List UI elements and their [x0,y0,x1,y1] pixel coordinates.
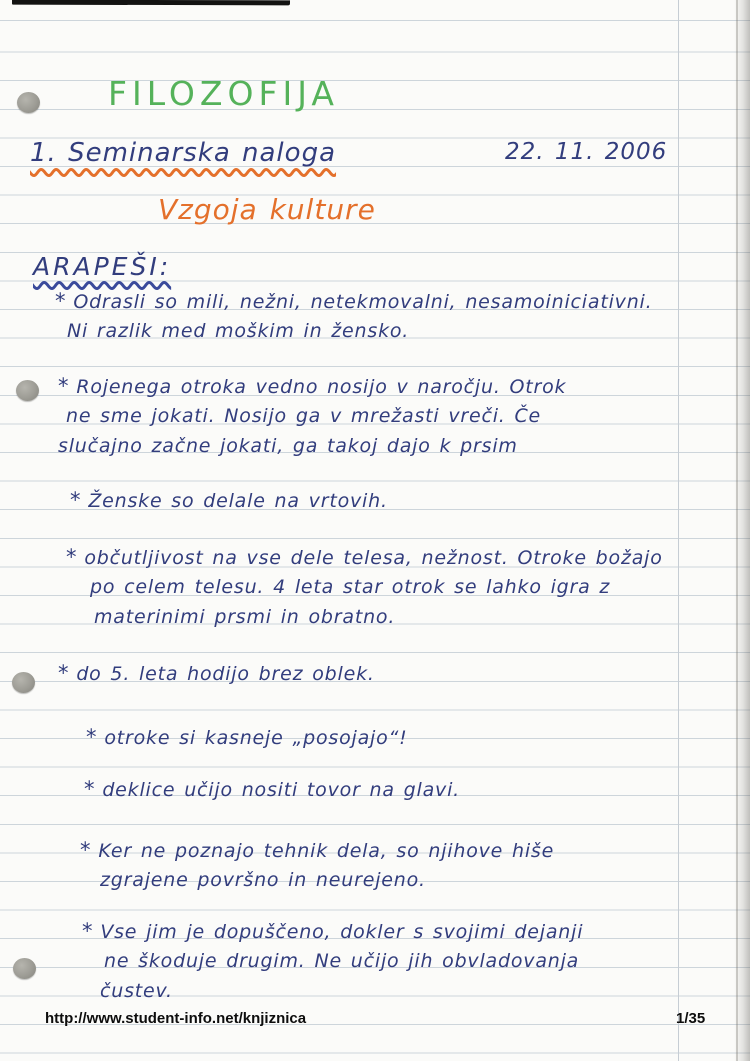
note-line: Ni razlik med moškim in žensko. [67,320,410,342]
note-line: Vse jim je dopuščeno, dokler s svojimi dejanji [100,921,584,943]
note-line: ne sme jokati. Nosijo ga v mrežasti vreči. Če [66,405,542,427]
note-line: Ker ne poznajo tehnik dela, so njihove hiše [98,840,555,862]
bullet-asterisk: * [80,838,92,862]
note-line: otroke si kasneje „posojajo“! [104,727,408,749]
bullet-asterisk: * [55,289,67,313]
hole-punch [16,380,39,401]
note-line: čustev. [100,980,173,1002]
note-line: po celem telesu. 4 leta star otrok se lahko igra z [90,576,611,598]
bullet-asterisk: * [58,374,70,398]
note-bullet [66,542,663,632]
scan-artifact-bar [12,0,290,5]
note-line: deklice učijo nositi tovor na glavi. [102,779,460,801]
assignment-title: 1. Seminarska naloga [30,138,337,168]
bullet-asterisk: * [58,661,70,685]
note-line: Odrasli so mili, nežni, netekmovalni, nesamoiniciativni. [73,291,653,313]
note-line: zgrajene površno in neurejeno. [100,869,426,891]
note-line: ne škoduje drugim. Ne učijo jih obvladovanja [104,950,580,972]
bullet-asterisk: * [82,919,94,943]
bullet-asterisk: * [84,777,96,801]
note-line: materinimi prsmi in obratno. [94,606,396,628]
hole-punch [12,672,35,693]
bullet-asterisk: * [86,725,98,749]
hole-punch [13,958,36,979]
note-bullet [58,658,375,688]
note-bullet [55,286,652,346]
note-bullet [58,371,566,461]
subject-title: FILOZOFIJA [108,74,339,113]
footer-page-indicator: 1/35 [676,1010,706,1027]
note-bullet [86,722,408,752]
note-bullet [82,916,583,1006]
note-line: do 5. leta hodijo brez oblek. [76,663,375,685]
date: 22. 11. 2006 [505,139,668,165]
note-line: občutljivost na vse dele telesa, nežnost. Otroke božajo [84,547,663,569]
note-line: slučajno začne jokati, ga takoj dajo k prsim [58,435,518,457]
note-line: Rojenega otroka vedno nosijo v naročju. Otrok [76,376,567,398]
margin-rule-line [678,0,679,1061]
note-bullet [84,774,460,804]
section-heading: ARAPEŠI: [33,252,172,281]
bullet-asterisk: * [66,545,78,569]
bullet-asterisk: * [70,488,82,512]
note-line: Ženske so delale na vrtovih. [88,490,388,512]
footer-url: http://www.student-info.net/knjiznica [45,1010,307,1027]
page-edge-shadow [734,0,750,1061]
note-bullet [80,835,554,895]
note-bullet [70,485,388,515]
topic-title: Vzgoja kulture [158,193,376,226]
hole-punch [17,92,40,113]
